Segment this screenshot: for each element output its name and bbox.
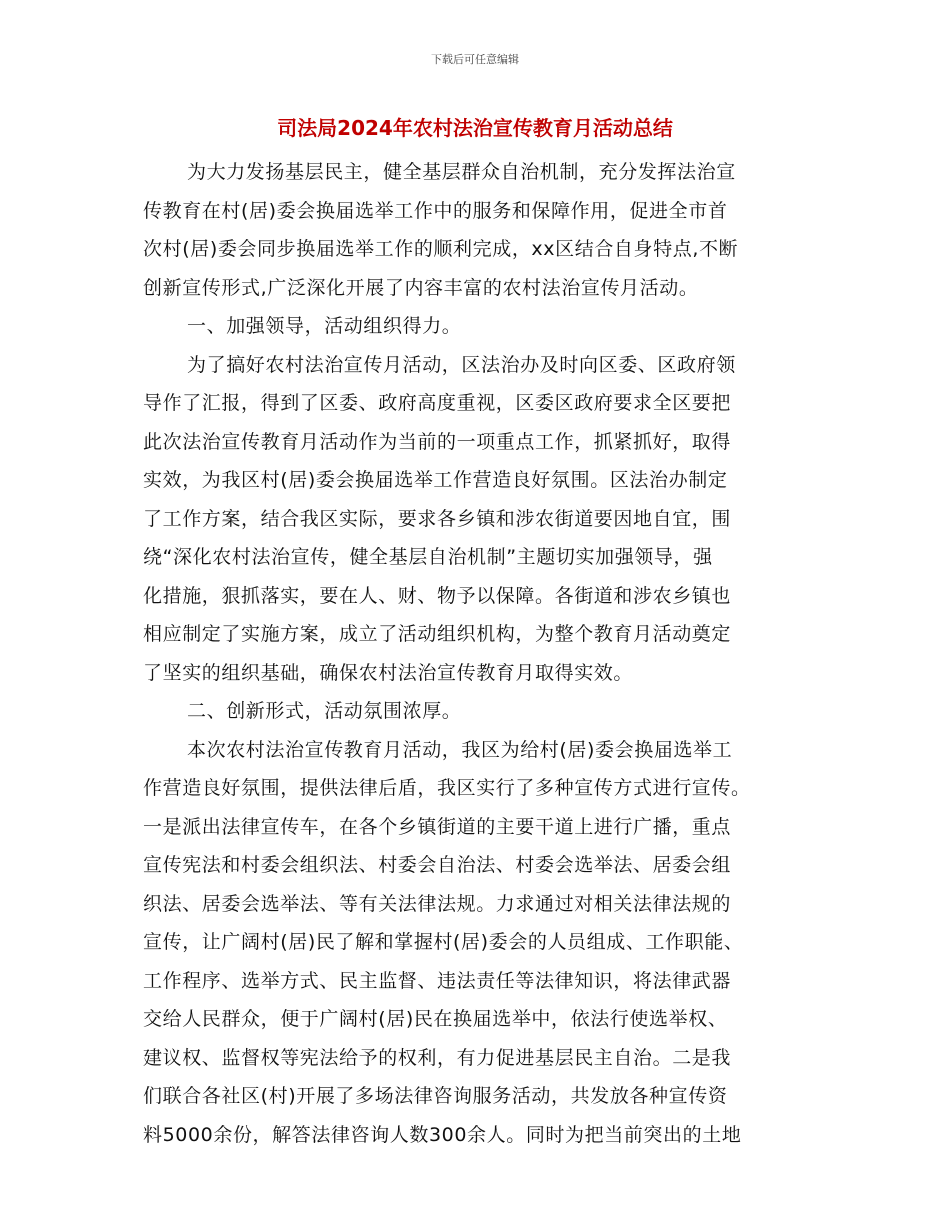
header-note: 下载后可任意编辑 [431,53,519,66]
body-text-line: 为了搞好农村法治宣传月活动，区法治办及时向区委、区政府领 [187,353,736,376]
body-text-line: 织法、居委会选举法、等有关法律法规。力求通过对相关法律法规的 [143,892,732,915]
body-text-line: 导作了汇报，得到了区委、政府高度重视，区委区政府要求全区要把 [143,392,732,414]
body-text-line: 为大力发扬基层民主，健全基层群众自治机制，充分发挥法治宣 [187,161,736,183]
body-text-line: 料5000余份，解答法律咨询人数300余人。同时为把当前突出的土地 [143,1123,742,1146]
body-text-line: 实效，为我区村(居)委会换届选举工作营造良好氛围。区法治办制定 [143,469,728,491]
body-text-line: 一、加强领导，活动组织得力。 [187,315,462,337]
body-text-line: 化措施，狠抓落实，要在人、财、物予以保障。各街道和涉农乡镇也 [143,584,732,607]
body-text-line: 了坚实的组织基础，确保农村法治宣传教育月取得实效。 [143,661,634,684]
body-text-line: 相应制定了实施方案，成立了活动组织机构，为整个教育月活动奠定 [143,623,732,645]
body-text-line: 建议权、监督权等宪法给予的权利，有力促进基层民主自治。二是我 [143,1046,732,1069]
body-text-line: 宣传宪法和村委会组织法、村委会自治法、村委会选举法、居委会组 [143,854,732,876]
body-text-line: 了工作方案，结合我区实际，要求各乡镇和涉农街道要因地自宜，围 [143,507,732,530]
body-text-line: 二、创新形式，活动氛围浓厚。 [187,700,462,722]
body-text-line: 绕“深化农村法治宣传，健全基层自治机制”主题切实加强领导，强 [143,546,713,568]
body-text-line: 本次农村法治宣传教育月活动，我区为给村(居)委会换届选举工 [187,738,733,761]
body-text-line: 次村(居)委会同步换届选举工作的顺利完成，xx区结合自身特点,不断 [143,238,739,260]
body-text-line: 一是派出法律宣传车，在各个乡镇街道的主要干道上进行广播，重点 [143,815,732,838]
document-body [143,153,811,1154]
body-text-line: 传教育在村(居)委会换届选举工作中的服务和保障作用，促进全市首 [143,199,728,222]
body-text-line: 此次法治宣传教育月活动作为当前的一项重点工作，抓紧抓好，取得 [143,430,732,453]
body-text-line: 作营造良好氛围，提供法律后盾，我区实行了多种宣传方式进行宣传。 [143,777,751,799]
body-text-line: 交给人民群众，便于广阔村(居)民在换届选举中，依法行使选举权、 [143,1008,728,1030]
body-text-line: 们联合各社区(村)开展了多场法律咨询服务活动，共发放各种宣传资 [143,1085,728,1107]
body-text-line: 工作程序、选举方式、民主监督、违法责任等法律知识，将法律武器 [143,969,732,992]
document-title: 司法局2024年农村法治宣传教育月活动总结 [277,116,673,140]
body-text-line: 宣传，让广阔村(居)民了解和掌握村(居)委会的人员组成、工作职能、 [143,931,744,953]
body-text-line: 创新宣传形式,广泛深化开展了内容丰富的农村法治宣传月活动。 [143,276,699,299]
